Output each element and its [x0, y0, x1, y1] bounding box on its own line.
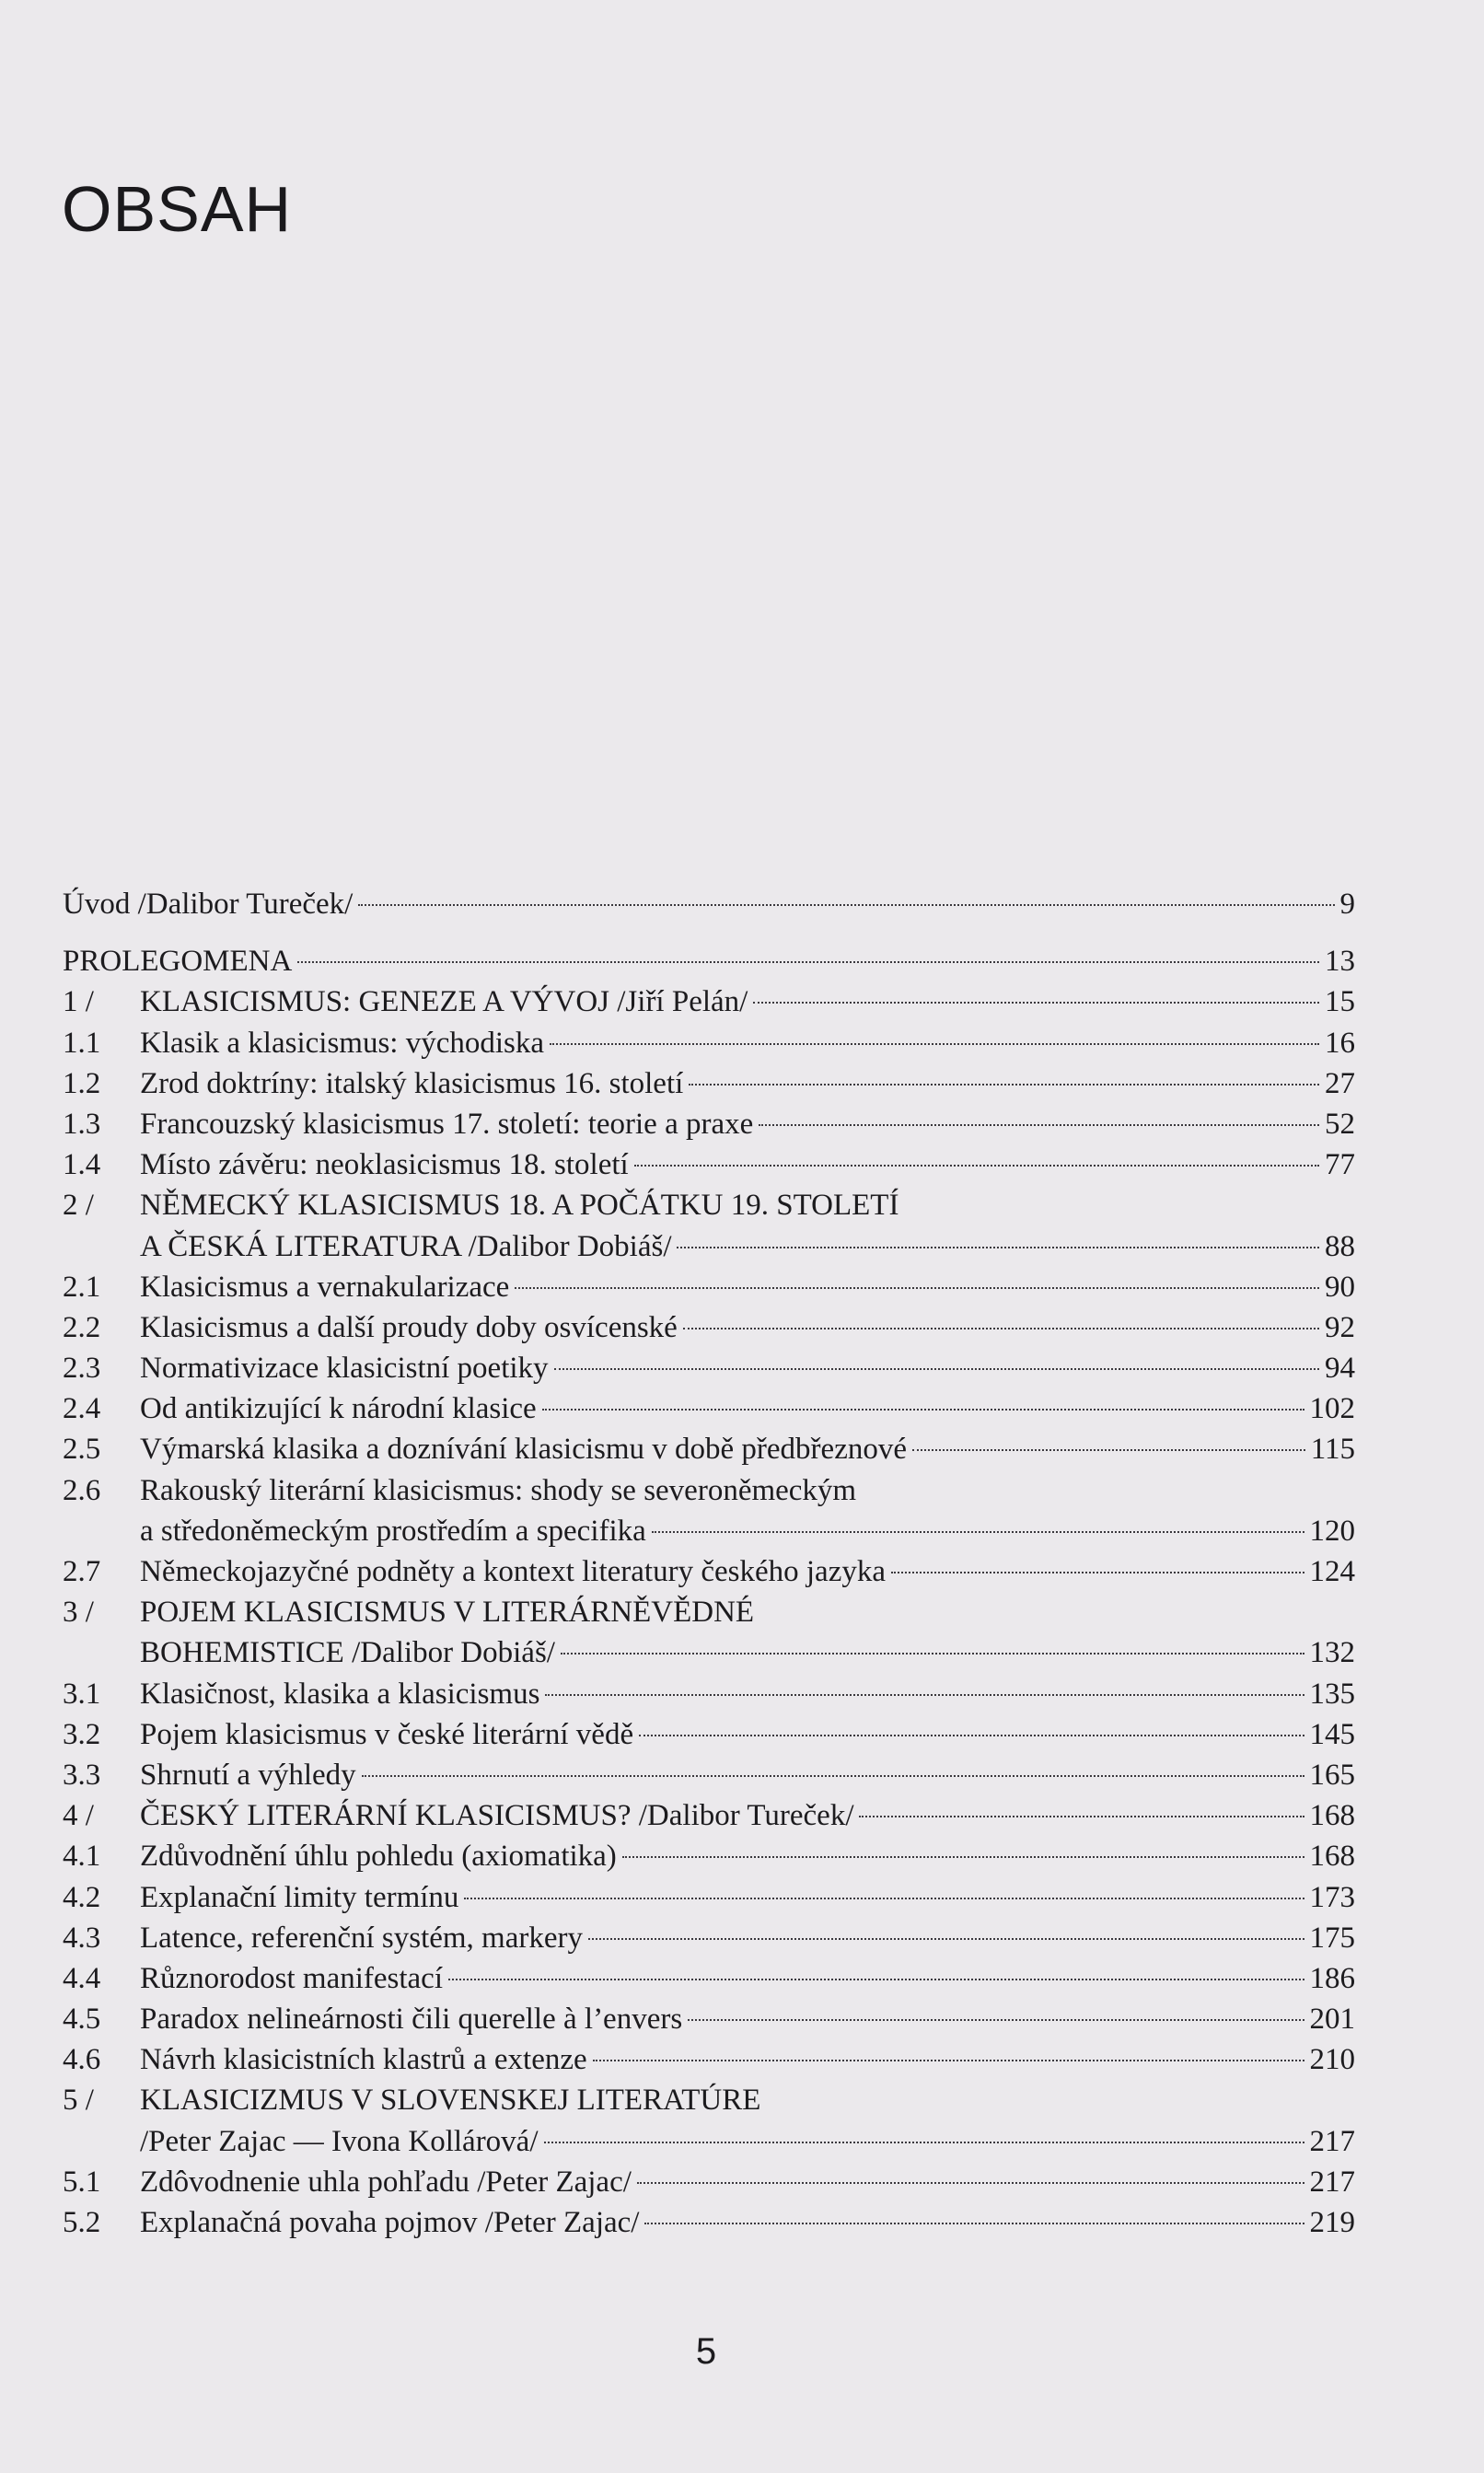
toc-entry-title: Místo závěru: neoklasicismus 18. století — [140, 1148, 629, 1182]
dot-leader — [759, 1124, 1319, 1126]
toc-entry-page: 115 — [1310, 1433, 1355, 1467]
toc-entry-page: 9 — [1339, 888, 1355, 921]
toc-entry-title: NĚMECKÝ KLASICISMUS 18. A POČÁTKU 19. STOLETÍ — [140, 1189, 899, 1223]
toc-entry[interactable] — [63, 1795, 1355, 1836]
toc-entry-number: 3.3 — [63, 1758, 101, 1792]
toc-entry-page: 16 — [1325, 1026, 1355, 1060]
dot-leader — [515, 1287, 1319, 1289]
toc-entry-title: Zdôvodnenie uhla pohľadu /Peter Zajac/ — [140, 2165, 632, 2199]
toc-entry-title: Paradox nelineárnosti čili querelle à l’envers — [140, 2003, 683, 2037]
toc-entry-title: Klasičnost, klasika a klasicismus — [140, 1677, 540, 1711]
toc-entry-number: 2.3 — [63, 1352, 101, 1386]
toc-entry-page: 217 — [1309, 2124, 1355, 2158]
toc-entry-title: Klasicismus a další proudy doby osvícenské — [140, 1310, 678, 1344]
dot-leader — [912, 1449, 1305, 1451]
toc-entry-number: 2.7 — [63, 1555, 101, 1588]
toc-entry-title: Pojem klasicismus v české literární vědě — [140, 1717, 634, 1751]
toc-entry-number: 5.1 — [63, 2165, 101, 2199]
toc-entry-number: 5.2 — [63, 2206, 101, 2239]
dot-leader — [297, 961, 1319, 963]
toc-entry-page: 145 — [1309, 1717, 1355, 1751]
toc-intro-entry[interactable] — [63, 884, 1355, 924]
page-title: OBSAH — [62, 173, 293, 245]
toc-entry-number: 1.3 — [63, 1107, 101, 1141]
toc-entry-number: 4.4 — [63, 1961, 101, 1995]
dot-leader — [689, 1084, 1319, 1086]
toc-entry-page: 120 — [1309, 1514, 1355, 1548]
toc-entry-number: 4.6 — [63, 2043, 101, 2077]
toc-entry-title: PROLEGOMENA — [63, 945, 293, 979]
toc-entry-page: 165 — [1309, 1758, 1355, 1792]
dot-leader — [561, 1653, 1304, 1654]
toc-entry-title: Explanační limity termínu — [140, 1880, 459, 1914]
toc-entry[interactable] — [63, 1958, 1355, 1999]
toc-entry[interactable] — [63, 1632, 1355, 1673]
toc-entry[interactable] — [63, 1551, 1355, 1592]
page-number: 5 — [695, 2331, 717, 2372]
toc-entry-list — [63, 981, 1355, 2243]
toc-entry-number: 3.2 — [63, 1717, 101, 1751]
dot-leader — [554, 1368, 1319, 1370]
toc-entry[interactable] — [63, 1348, 1355, 1388]
toc-entry[interactable] — [63, 1674, 1355, 1714]
toc-entry-number: 4.2 — [63, 1880, 101, 1914]
toc-entry[interactable] — [63, 1592, 1355, 1632]
toc-entry-title: a středoněmeckým prostředím a specifika — [140, 1514, 646, 1548]
toc-entry-page: 90 — [1325, 1270, 1355, 1304]
toc-entry[interactable] — [63, 1144, 1355, 1185]
toc-entry[interactable] — [63, 1226, 1355, 1267]
toc-entry[interactable] — [63, 1063, 1355, 1104]
toc-entry-title: Zdůvodnění úhlu pohledu (axiomatika) — [140, 1840, 617, 1874]
toc-entry[interactable] — [63, 1755, 1355, 1795]
dot-leader — [637, 2182, 1304, 2184]
dot-leader — [634, 1165, 1319, 1167]
toc-entry-number: 3.1 — [63, 1677, 101, 1711]
toc-entry-title: Úvod /Dalibor Tureček/ — [63, 888, 354, 921]
toc-entry-title: Explanačná povaha pojmov /Peter Zajac/ — [140, 2206, 640, 2239]
toc-entry-number: 1 / — [63, 985, 94, 1019]
toc-entry-title: Normativizace klasicistní poetiky — [140, 1352, 549, 1386]
toc-entry-title: /Peter Zajac — Ivona Kollárová/ — [140, 2124, 539, 2158]
toc-entry-number: 1.4 — [63, 1148, 101, 1182]
toc-entry-number: 4 / — [63, 1799, 94, 1833]
toc-entry-title: Shrnutí a výhledy — [140, 1758, 356, 1792]
toc-entry-title: Klasik a klasicismus: východiska — [140, 1026, 545, 1060]
toc-entry[interactable] — [63, 1999, 1355, 2039]
toc-entry-page: 15 — [1325, 985, 1355, 1019]
toc-entry-title: ČESKÝ LITERÁRNÍ KLASICISMUS? /Dalibor Tureček/ — [140, 1799, 854, 1833]
toc-entry-number: 2.5 — [63, 1433, 101, 1467]
dot-leader — [688, 2019, 1304, 2021]
toc-entry-number: 4.5 — [63, 2003, 101, 2037]
toc-entry-title: POJEM KLASICISMUS V LITERÁRNĚVĚDNÉ — [140, 1596, 755, 1630]
toc-entry-title: Různorodost manifestací — [140, 1961, 444, 1995]
toc-entry-title: KLASICISMUS: GENEZE A VÝVOJ /Jiří Pelán/ — [140, 985, 748, 1019]
toc-entry[interactable] — [63, 1918, 1355, 1958]
toc-entry[interactable] — [63, 1104, 1355, 1144]
toc-entry-title: KLASICIZMUS V SLOVENSKEJ LITERATÚRE — [140, 2084, 761, 2118]
toc-entry-number: 1.1 — [63, 1026, 101, 1060]
toc-entry[interactable] — [63, 2162, 1355, 2202]
toc-entry-page: 217 — [1309, 2165, 1355, 2199]
toc-entry-title: Od antikizující k národní klasice — [140, 1392, 537, 1426]
toc-entry-title: Latence, referenční systém, markery — [140, 1921, 583, 1955]
toc-entry[interactable] — [63, 1470, 1355, 1511]
dot-leader — [542, 1409, 1304, 1411]
toc-entry-number: 2.1 — [63, 1270, 101, 1304]
toc-entry[interactable] — [63, 1429, 1355, 1469]
toc-entry-title: Německojazyčné podněty a kontext literatury českého jazyka — [140, 1555, 886, 1588]
dot-leader — [652, 1531, 1304, 1533]
toc-entry-page: 210 — [1309, 2043, 1355, 2077]
toc-entry-page: 92 — [1325, 1310, 1355, 1344]
toc-entry-title: Návrh klasicistních klastrů a extenze — [140, 2043, 587, 2077]
toc-entry-page: 168 — [1309, 1799, 1355, 1833]
dot-leader — [593, 2060, 1304, 2061]
toc-entry[interactable] — [63, 1836, 1355, 1876]
toc-entry-page: 132 — [1309, 1636, 1355, 1670]
dot-leader — [550, 1043, 1319, 1045]
dot-leader — [545, 1694, 1304, 1696]
toc-entry-page: 13 — [1325, 945, 1355, 979]
toc-entry-page: 27 — [1325, 1066, 1355, 1100]
toc-entry-page: 175 — [1309, 1921, 1355, 1955]
table-of-contents — [63, 884, 1355, 2243]
dot-leader — [683, 1328, 1319, 1329]
toc-entry-page: 186 — [1309, 1961, 1355, 1995]
toc-entry-page: 102 — [1309, 1392, 1355, 1426]
toc-entry-page: 173 — [1309, 1880, 1355, 1914]
toc-entry-number: 2.4 — [63, 1392, 101, 1426]
toc-entry-number: 4.3 — [63, 1921, 101, 1955]
dot-leader — [859, 1816, 1304, 1817]
dot-leader — [677, 1247, 1319, 1248]
toc-entry[interactable] — [63, 1714, 1355, 1755]
toc-entry[interactable] — [63, 1877, 1355, 1918]
toc-entry[interactable] — [63, 2080, 1355, 2120]
toc-entry-number: 2 / — [63, 1189, 94, 1223]
toc-entry-page: 219 — [1309, 2206, 1355, 2239]
toc-entry[interactable] — [63, 1388, 1355, 1429]
toc-entry[interactable] — [63, 2039, 1355, 2080]
toc-entry-title: Rakouský literární klasicismus: shody se severoněmeckým — [140, 1473, 857, 1507]
toc-entry-title: A ČESKÁ LITERATURA /Dalibor Dobiáš/ — [140, 1229, 672, 1263]
dot-leader — [464, 1898, 1304, 1899]
toc-entry-page: 94 — [1325, 1352, 1355, 1386]
dot-leader — [644, 2223, 1304, 2224]
toc-entry-page: 201 — [1309, 2003, 1355, 2037]
toc-entry-number: 3 / — [63, 1596, 94, 1630]
toc-entry-number: 2.2 — [63, 1310, 101, 1344]
toc-entry-page: 124 — [1309, 1555, 1355, 1588]
toc-entry-title: Zrod doktríny: italský klasicismus 16. století — [140, 1066, 684, 1100]
toc-entry[interactable] — [63, 1267, 1355, 1307]
dot-leader — [448, 1979, 1304, 1980]
toc-entry-page: 135 — [1309, 1677, 1355, 1711]
dot-leader — [362, 1775, 1304, 1777]
toc-entry-title: Klasicismus a vernakularizace — [140, 1270, 510, 1304]
toc-entry-title: Francouzský klasicismus 17. století: teorie a praxe — [140, 1107, 754, 1141]
dot-leader — [639, 1735, 1304, 1736]
toc-part-entry[interactable] — [63, 941, 1355, 981]
toc-entry-page: 168 — [1309, 1840, 1355, 1874]
dot-leader — [588, 1938, 1304, 1940]
toc-entry[interactable] — [63, 1185, 1355, 1225]
toc-entry[interactable] — [63, 2121, 1355, 2162]
toc-entry-title: Výmarská klasika a doznívání klasicismu v době předbřeznové — [140, 1433, 907, 1467]
dot-leader — [753, 1002, 1319, 1004]
toc-entry-title: BOHEMISTICE /Dalibor Dobiáš/ — [140, 1636, 555, 1670]
toc-entry[interactable] — [63, 1307, 1355, 1348]
toc-entry[interactable] — [63, 1511, 1355, 1551]
dot-leader — [891, 1572, 1304, 1573]
toc-entry[interactable] — [63, 1023, 1355, 1063]
dot-leader — [622, 1856, 1304, 1858]
toc-entry-number: 1.2 — [63, 1066, 101, 1100]
toc-entry[interactable] — [63, 981, 1355, 1022]
toc-entry-number: 2.6 — [63, 1473, 101, 1507]
dot-leader — [358, 904, 1334, 906]
dot-leader — [544, 2142, 1304, 2143]
toc-entry-number: 4.1 — [63, 1840, 101, 1874]
toc-entry-page: 88 — [1325, 1229, 1355, 1263]
toc-entry[interactable] — [63, 2202, 1355, 2243]
toc-entry-page: 77 — [1325, 1148, 1355, 1182]
toc-entry-number: 5 / — [63, 2084, 94, 2118]
toc-entry-page: 52 — [1325, 1107, 1355, 1141]
